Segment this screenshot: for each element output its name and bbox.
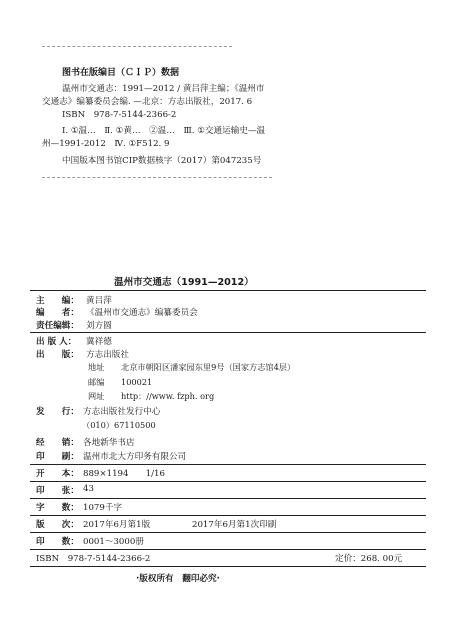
phone: （010）67110500 — [82, 420, 156, 430]
publisher: 方志出版社 — [86, 350, 129, 360]
rights-notice: ·版权所有 翻印必究· — [136, 574, 220, 584]
editor: 《温州市交通志》编纂委员会 — [86, 308, 198, 318]
chief-editor-label: 主 编： — [36, 296, 79, 306]
row-rule — [30, 549, 426, 550]
address-label: 地址 — [88, 362, 105, 372]
table-bottom-rule — [30, 566, 426, 567]
sheets: 43 — [83, 484, 94, 494]
isbn: ISBN 978-7-5144-2366-2 — [36, 554, 151, 564]
postcode-label: 邮编 — [88, 377, 105, 387]
cip-top-divider — [42, 46, 232, 47]
impression: 2017年6月第1次印刷 — [192, 520, 277, 530]
responsible-editor: 刘方圆 — [86, 321, 112, 331]
copies: 0001～3000册 — [83, 537, 144, 547]
edition: 2017年6月第1版 — [83, 520, 151, 530]
cip-bottom-divider — [42, 177, 272, 178]
editor-label: 编 者： — [36, 308, 79, 318]
price: 定价：268. 00元 — [335, 554, 403, 564]
publisher-person-label: 出 版 人： — [36, 337, 77, 347]
row-rule — [30, 332, 426, 333]
row-rule — [30, 498, 426, 499]
distribution-label: 发 行： — [36, 407, 79, 417]
sheets-label: 印 张： — [36, 486, 79, 496]
publisher-person: 冀祥德 — [86, 337, 112, 347]
cip-data-number: 中国版本图书馆CIP数据核字（2017）第047235号 — [62, 156, 262, 166]
row-rule — [30, 481, 426, 482]
cip-line: 温州市交通志：1991—2012 / 黄吕萍主编；《温州市 — [62, 84, 265, 94]
specs-top-rule — [30, 464, 426, 465]
website: http：//www. fzph. org — [121, 391, 215, 401]
printer: 温州市北大方印务有限公司 — [83, 452, 187, 462]
cip-line: 州—1991-2012 Ⅳ. ①F512. 9 — [42, 139, 170, 149]
publisher-label: 出 版： — [36, 350, 79, 360]
website-label: 网址 — [88, 391, 105, 401]
book-title: 温州市交通志（1991—2012） — [114, 277, 254, 288]
copies-label: 印 数： — [36, 537, 79, 547]
postcode: 100021 — [121, 377, 153, 387]
seller: 各地新华书店 — [83, 438, 135, 448]
chief-editor: 黄吕萍 — [86, 296, 112, 306]
title-rule — [30, 290, 426, 291]
address: 北京市朝阳区潘家园东里9号（国家方志馆4层） — [121, 362, 296, 372]
cip-line: 交通志》编纂委员会编. —北京：方志出版社，2017. 6 — [42, 97, 253, 107]
words-label: 字 数： — [36, 503, 79, 513]
edition-label: 版 次： — [36, 520, 79, 530]
distribution: 方志出版社发行中心 — [83, 407, 161, 417]
responsible-editor-label: 责任编辑： — [36, 321, 79, 331]
words: 1079千字 — [83, 503, 123, 513]
format: 889×1194 1/16 — [83, 469, 165, 479]
row-rule — [30, 515, 426, 516]
cip-isbn: ISBN 978-7-5144-2366-2 — [62, 110, 177, 120]
row-rule — [30, 532, 426, 533]
seller-label: 经 销： — [36, 438, 79, 448]
format-label: 开 本： — [36, 469, 79, 479]
cip-line: Ⅰ. ①温… Ⅱ. ①黄… ②温… Ⅲ. ①交通运输史—温 — [62, 126, 266, 136]
printer-label: 印 刷： — [36, 452, 79, 462]
cip-header: 图书在版编目（ＣＩＰ）数据 — [62, 68, 180, 78]
